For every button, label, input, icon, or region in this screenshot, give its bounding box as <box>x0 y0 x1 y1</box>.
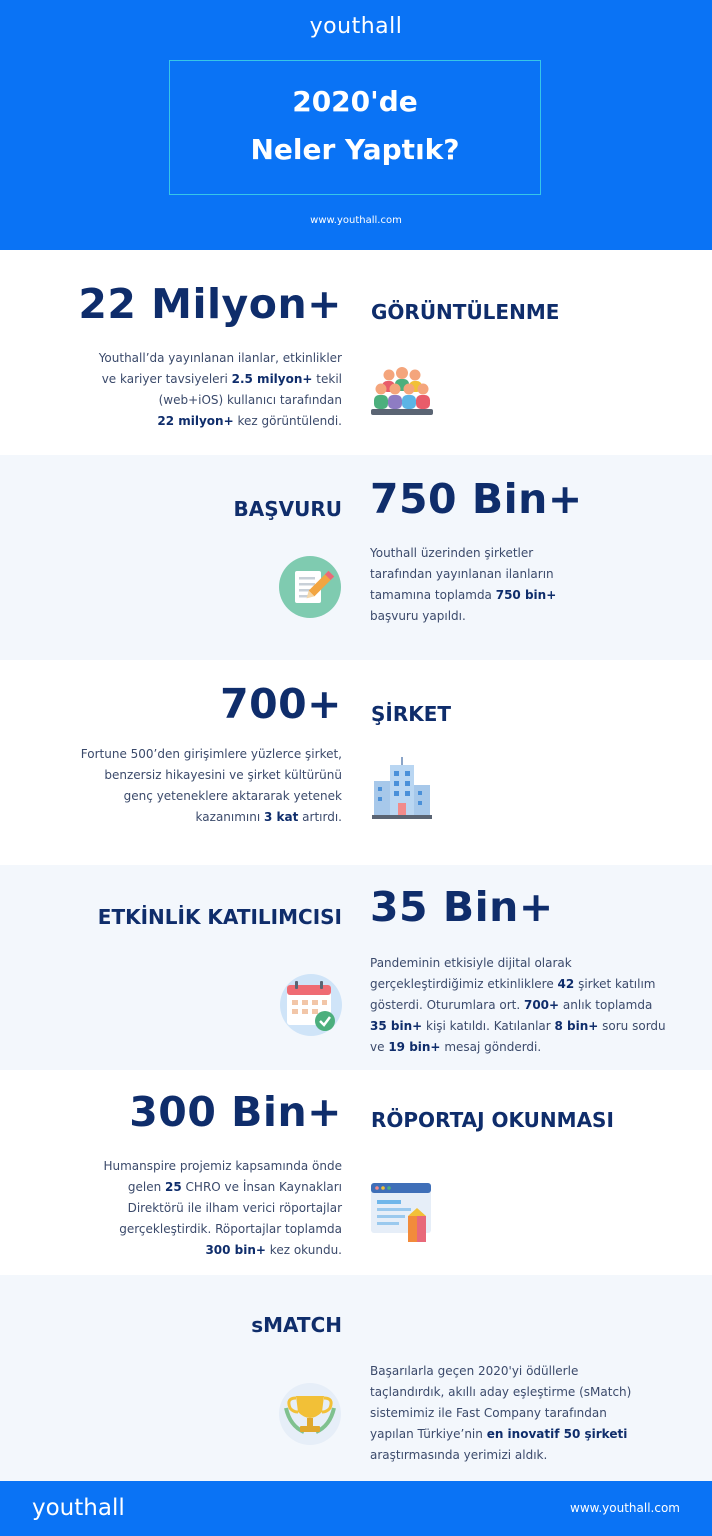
stat-label: ETKİNLİK KATILIMCISI <box>97 905 342 929</box>
page-title-line1: 2020'de <box>292 85 418 118</box>
section-views <box>0 250 712 455</box>
header-banner <box>0 0 712 250</box>
section-interview-reads <box>0 1070 712 1275</box>
page-title-line2: Neler Yaptık? <box>250 133 460 166</box>
trophy-icon <box>278 1382 342 1446</box>
stat-label: sMATCH <box>251 1313 342 1337</box>
header-url-link[interactable]: www.youthall.com <box>310 215 402 226</box>
section-event-participants <box>0 865 712 1070</box>
section-companies <box>0 660 712 865</box>
stat-label: RÖPORTAJ OKUNMASI <box>371 1108 614 1132</box>
stat-value: 35 Bin+ <box>370 883 554 931</box>
footer-logo[interactable]: youthall <box>32 1495 125 1521</box>
footer-url-link[interactable]: www.youthall.com <box>570 1501 680 1515</box>
form-edit-icon <box>278 555 342 619</box>
stat-description: Humanspire projemiz kapsamında önde gelen 25 CHRO ve İnsan Kaynakları Direktörü ile ilham verici röportajlar gerçekleştirdik. Röportajlar toplamda 300 bin+ kez okundu. <box>103 1159 342 1257</box>
calendar-check-icon <box>279 973 343 1037</box>
header-logo[interactable]: youthall <box>309 14 403 39</box>
stat-description: Youthall üzerinden şirketler tarafından yayınlanan ilanların tamamına toplamda 750 bin+ başvuru yapıldı. <box>370 546 557 623</box>
stat-description: Başarılarla geçen 2020'yi ödüllerle taçlandırdık, akıllı aday eşleştirme (sMatch) sistemimiz ile Fast Company tarafından yapılan Türkiye’nin en inovatif 50 şirketi araştırmasında yerimizi aldık. <box>370 1364 632 1462</box>
article-icon <box>370 1182 434 1244</box>
footer-bar <box>0 1481 712 1536</box>
stat-description: Pandeminin etkisiyle dijital olarak gerçekleştirdiğimiz etkinliklere 42 şirket katılım gösterdi. Oturumlara ort. 700+ anlık toplamda 35 bin+ kişi katıldı. Katılanlar 8 bin+ soru sordu ve 19 bin+ mesaj gönderdi. <box>370 956 666 1054</box>
stat-value: 700+ <box>220 680 342 728</box>
stat-value: 300 Bin+ <box>129 1088 342 1136</box>
title-frame <box>169 60 541 195</box>
stat-value: 22 Milyon+ <box>78 280 342 328</box>
stat-label: GÖRÜNTÜLENME <box>371 300 560 324</box>
buildings-icon <box>370 755 434 821</box>
stat-description: Fortune 500’den girişimlere yüzlerce şirket, benzersiz hikayesini ve şirket kültürünü genç yeteneklere aktararak yetenek kazanımını 3 kat artırdı. <box>80 747 342 824</box>
section-applications <box>0 455 712 660</box>
stat-label: BAŞVURU <box>233 497 342 521</box>
stat-description: Youthall’da yayınlanan ilanlar, etkinlikler ve kariyer tavsiyeleri 2.5 milyon+ tekil (web+iOS) kullanıcı tarafından 22 milyon+ kez görüntülendi. <box>98 351 342 428</box>
stat-value: 750 Bin+ <box>370 475 583 523</box>
section-smatch <box>0 1275 712 1481</box>
stat-label: ŞİRKET <box>371 702 452 726</box>
audience-icon <box>369 365 435 417</box>
